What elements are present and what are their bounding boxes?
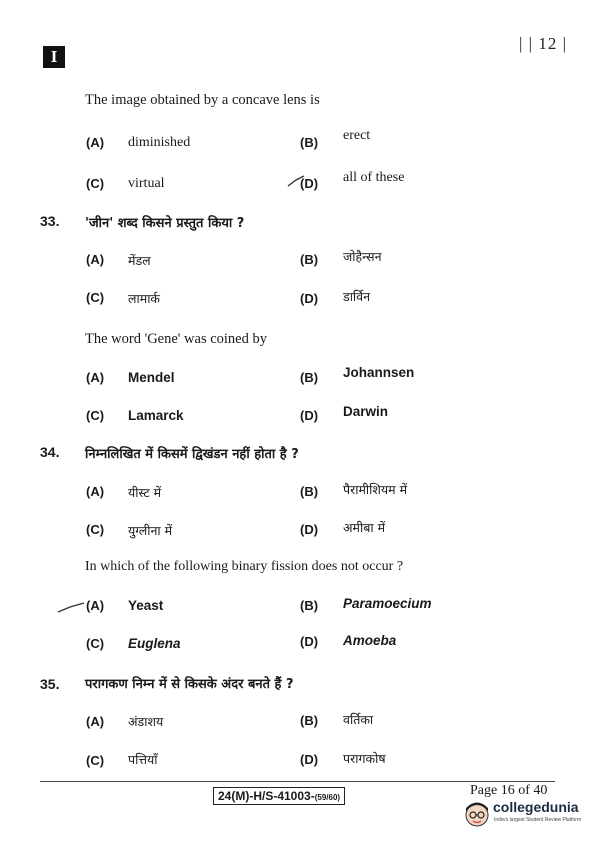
option-key: (C) xyxy=(86,753,105,768)
option-d: all of these xyxy=(343,170,405,185)
option-key: (A) xyxy=(86,714,105,729)
question-35-hindi: परागकण निम्न में से किसके अंदर बनते हैं ? xyxy=(85,677,294,692)
option-key: (D) xyxy=(300,634,319,649)
answer-tick-icon xyxy=(56,600,86,614)
question-33-hindi: 'जीन' शब्द किसने प्रस्तुत किया ? xyxy=(85,216,245,231)
option-key: (C) xyxy=(86,408,105,423)
option-b: erect xyxy=(343,128,371,143)
brand-name: collegedunia xyxy=(493,799,579,815)
option-c-hindi: लामार्क xyxy=(128,291,161,306)
option-c-hindi: युग्लीना में xyxy=(128,523,173,538)
option-key: (D) xyxy=(300,291,319,306)
option-key: (B) xyxy=(300,713,319,728)
question-34-hindi: निम्नलिखित में किसमें द्विखंडन नहीं होता है ? xyxy=(85,447,299,462)
option-a-hindi: मेंडल xyxy=(128,253,151,268)
option-key: (A) xyxy=(86,484,105,499)
option-key: (B) xyxy=(300,252,319,267)
option-a-hindi: यीस्ट में xyxy=(128,485,162,500)
question-34-english: In which of the following binary fission does not occur ? xyxy=(85,559,404,574)
option-key: (B) xyxy=(300,598,319,613)
option-b-hindi: पैरामीशियम में xyxy=(343,482,408,497)
footer-divider xyxy=(40,781,555,782)
mascot-icon xyxy=(463,799,491,829)
option-d-hindi: परागकोष xyxy=(343,751,386,766)
option-key: (D) xyxy=(300,408,319,423)
option-c: Lamarck xyxy=(128,408,184,423)
option-b-hindi: जोहैन्सन xyxy=(343,249,382,264)
option-key: (A) xyxy=(86,598,105,613)
option-b: Paramoecium xyxy=(343,596,432,611)
option-d-hindi: अमीबा में xyxy=(343,520,386,535)
option-c: virtual xyxy=(128,176,165,191)
option-b: Johannsen xyxy=(343,365,415,380)
collegedunia-logo xyxy=(463,797,591,833)
option-b-hindi: वर्तिका xyxy=(343,712,374,727)
option-key: (C) xyxy=(86,290,105,305)
option-key: (D) xyxy=(300,752,319,767)
option-c: Euglena xyxy=(128,636,181,651)
question-number: 35. xyxy=(40,676,60,692)
option-key: (D) xyxy=(300,522,319,537)
option-c-hindi: पत्तियाँ xyxy=(128,752,158,767)
option-key: (A) xyxy=(86,252,105,267)
option-key: (B) xyxy=(300,370,319,385)
page-number: Page 16 of 40 xyxy=(470,783,548,798)
option-key: (D) xyxy=(300,176,319,191)
option-a: Mendel xyxy=(128,370,175,385)
option-key: (A) xyxy=(86,370,105,385)
brand-tagline: India's largest Student Review Platform xyxy=(494,817,582,823)
option-d: Amoeba xyxy=(343,633,397,648)
option-key: (C) xyxy=(86,522,105,537)
handwritten-code: | | 12 | xyxy=(519,34,567,53)
option-key: (C) xyxy=(86,176,105,191)
question-33-english: The word 'Gene' was coined by xyxy=(85,331,267,347)
paper-code: 24(M)-H/S-41003-(59/60) xyxy=(213,787,345,805)
option-d: Darwin xyxy=(343,404,389,419)
option-a: diminished xyxy=(128,135,191,150)
question-number: 34. xyxy=(40,444,60,460)
option-key: (B) xyxy=(300,135,319,150)
question-number: 33. xyxy=(40,213,60,229)
option-a-hindi: अंडाशय xyxy=(128,714,164,729)
option-d-hindi: डार्विन xyxy=(343,289,371,304)
question-32-text: The image obtained by a concave lens is xyxy=(85,92,320,108)
option-a: Yeast xyxy=(128,598,164,613)
section-marker: I xyxy=(43,46,65,68)
option-key: (A) xyxy=(86,135,105,150)
option-key: (C) xyxy=(86,636,105,651)
option-key: (B) xyxy=(300,484,319,499)
